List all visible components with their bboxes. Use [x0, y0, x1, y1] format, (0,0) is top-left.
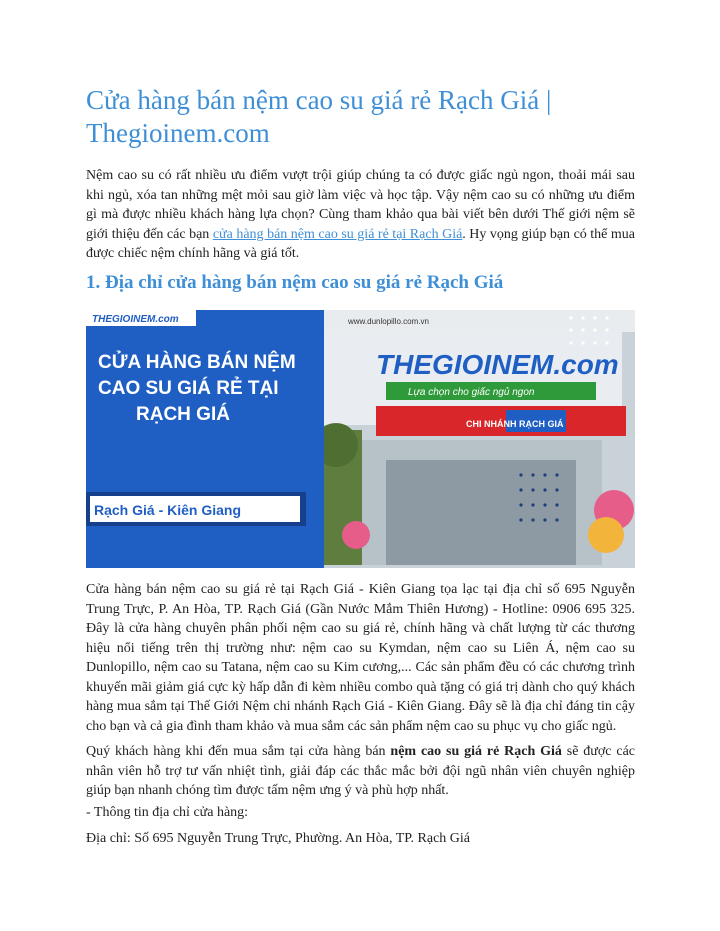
intro-paragraph	[86, 166, 635, 264]
info-label: - Thông tin địa chỉ cửa hàng:	[86, 805, 249, 820]
logo-text: THEGIOINEM.com	[92, 314, 179, 325]
headline-line-2: CAO SU GIÁ RẺ TẠI	[98, 378, 279, 399]
paragraph-service	[86, 742, 635, 801]
section-heading: 1. Địa chỉ cửa hàng bán nệm cao su giá rẻ Rạch Giá	[86, 272, 504, 293]
store-link[interactable]: cửa hàng bán nệm cao su giá rẻ tại Rạch Giá	[212, 226, 463, 242]
website-sign-text: www.dunlopillo.com.vn	[348, 317, 429, 326]
service-text-before: Quý khách hàng khi đến mua sắm tại cửa hàng bán	[86, 744, 391, 759]
service-text-after: sẽ được các nhân viên hỗ trợ tư vấn nhiệt tình, giải đáp các thắc mắc bởi đội ngũ nhân viên chuyên nghiệp giúp bạn nhanh chóng tìm được tấm nệm ưng ý và phù hợp nhất.	[86, 744, 635, 798]
hero-image	[86, 310, 635, 568]
store-branch-text: CHI NHÁNH RẠCH GIÁ	[466, 419, 564, 429]
service-text-bold: nệm cao su giá rẻ Rạch Giá	[390, 744, 562, 759]
intro-text-before: Nệm cao su có rất nhiều ưu điểm vượt trội giúp chúng ta có được giấc ngủ ngon, thoải mái sau khi ngủ, xóa tan những mệt mỏi sau giờ làm việc và học tập. Vậy nệm cao su có những ưu điểm gì mà được nhiều khách hàng lựa chọn? Cùng tham khảo qua bài viết bên dưới Thế giới nệm sẽ giới thiệu đến các bạn	[86, 168, 635, 242]
headline-panel	[86, 310, 324, 568]
address-line: Địa chỉ: Số 695 Nguyễn Trung Trực, Phường. An Hòa, TP. Rạch Giá	[86, 831, 471, 846]
paragraph-store-address: Cửa hàng bán nệm cao su giá rẻ tại Rạch Giá - Kiên Giang tọa lạc tại địa chỉ số 695 Nguyễn Trung Trực, P. An Hòa, TP. Rạch Giá (Gần Nước Mắm Thiên Hương) - Hotline: 0906 695 325. Đây là cửa hàng chuyên phân phối nệm cao su giá rẻ, chính hãng và chất lượng từ các thương hiệu nổi tiếng trên thị trường như: nệm cao su Kymdan, nệm cao su Liên Á, nệm cao su Dunlopillo, nệm cao su Tatana, nệm cao su Kim cương,... Các sản phẩm đều có các chương trình khuyến mãi giảm giá cực kỳ hấp dẫn đi kèm nhiều combo quà tặng có giá trị dành cho quý khách hàng mua sắm tại Thế Giới Nệm chi nhánh Rạch Giá - Kiên Giang. Đây sẽ là địa chỉ đáng tin cậy cho bạn và cả gia đình tham khảo và mua sắm các sản phẩm nệm cao su phục vụ cho giấc ngủ.	[86, 582, 635, 734]
location-badge-text: Rạch Giá - Kiên Giang	[94, 502, 242, 518]
page-title: Cửa hàng bán nệm cao su giá rẻ Rạch Giá | Thegioinem.com	[86, 85, 552, 148]
headline-line-3: RẠCH GIÁ	[136, 404, 230, 425]
headline-line-1: CỬA HÀNG BÁN NỆM	[98, 352, 296, 373]
store-sign-slogan: Lựa chọn cho giấc ngủ ngon	[408, 387, 535, 398]
intro-text-after: . Hy vọng giúp bạn có thể mua được chiếc nệm chính hãng và giá tốt.	[86, 226, 636, 261]
hero-banner-graphic	[86, 310, 635, 568]
store-sign-brand: THEGIOINEM.com	[376, 349, 619, 380]
